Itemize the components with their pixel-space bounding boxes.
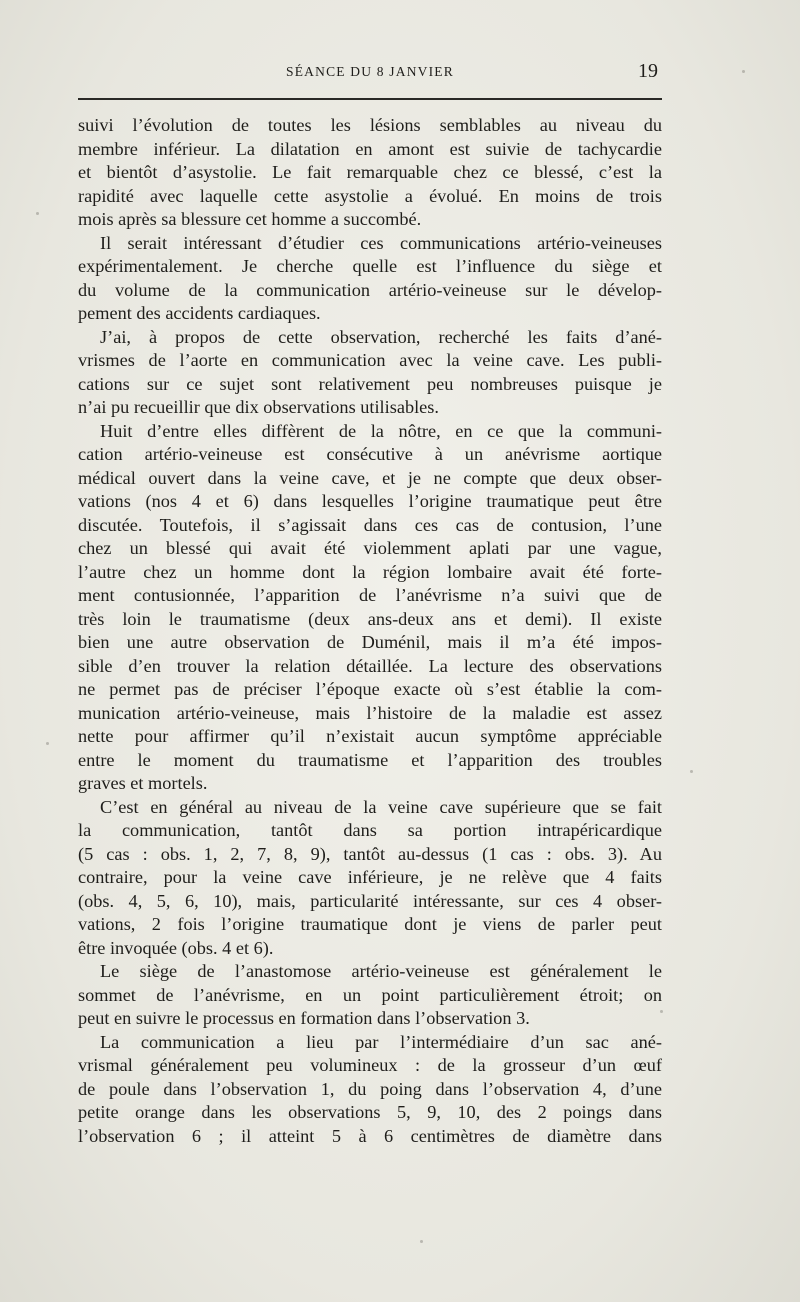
page-header	[78, 62, 662, 84]
text-line: graves et mortels.	[78, 773, 208, 793]
text-line: être invoquée (obs. 4 et 6).	[78, 937, 274, 958]
text-line: La communication a lieu par l’intermédiaire d’un sac ané-	[100, 1031, 662, 1052]
text-line: entre le moment du traumatisme et l’apparition des troubles	[78, 749, 662, 770]
paper-speck	[36, 212, 39, 215]
text-line: sible d’en trouver la relation détaillée. La lecture des observations	[78, 655, 662, 676]
text-line: Huit d’entre elles diffèrent de la nôtre, en ce que la communi-	[100, 420, 662, 441]
text-line: (obs. 4, 5, 6, 10), mais, particularité intéressante, sur ces 4 obser-	[78, 890, 662, 911]
running-title: SÉANCE DU 8 JANVIER	[286, 64, 454, 79]
text-line: C’est en général au niveau de la veine cave supérieure que se fait	[100, 796, 662, 817]
paper-speck	[742, 70, 745, 73]
paper-speck	[420, 1240, 423, 1243]
text-line: n’ai pu recueillir que dix observations utilisables.	[78, 397, 439, 417]
text-line: suivi l’évolution de toutes les lésions semblables au niveau du	[78, 115, 662, 135]
text-line: ne permet pas de préciser l’époque exacte où s’est établie la com-	[78, 679, 662, 699]
text-line: (5 cas : obs. 1, 2, 7, 8, 9), tantôt au-dessus (1 cas : obs. 3). Au	[78, 843, 662, 864]
text-line: la communication, tantôt dans sa portion intrapéricardique	[78, 820, 662, 840]
text-line: vrismes de l’aorte en communication avec la veine cave. Les publi-	[78, 350, 662, 370]
page-number: 19	[638, 60, 658, 82]
text-line: médical ouvert dans la veine cave, et je ne compte que deux obser-	[78, 467, 662, 488]
text-line: rapidité avec laquelle cette asystolie a évolué. En moins de trois	[78, 185, 662, 206]
text-line: membre inférieur. La dilatation en amont est suivie de tachycardie	[78, 138, 662, 159]
text-line: Il serait intéressant d’étudier ces communications artério-veineuses	[100, 232, 662, 253]
text-line: expérimentalement. Je cherche quelle est l’influence du siège et	[78, 256, 662, 276]
text-line: Le siège de l’anastomose artério-veineuse est généralement le	[100, 961, 662, 981]
text-line: très loin le traumatisme (deux ans-deux ans et demi). Il existe	[78, 608, 662, 629]
text-line: chez un blessé qui avait été violemment aplati par une vague,	[78, 538, 662, 558]
paper-speck	[660, 1010, 663, 1013]
text-line: J’ai, à propos de cette observation, recherché les faits d’ané-	[100, 326, 662, 347]
text-line: cation artério-veineuse est consécutive à un anévrisme aortique	[78, 444, 662, 464]
text-line: et bientôt d’asystolie. Le fait remarquable chez ce blessé, c’est la	[78, 162, 662, 182]
header-rule	[78, 98, 662, 100]
text-line: bien une autre observation de Duménil, mais il m’a été impos-	[78, 632, 662, 652]
text-line: cations sur ce sujet sont relativement peu nombreuses puisque je	[78, 373, 662, 394]
text-line: l’autre chez un homme dont la région lombaire avait été forte-	[78, 561, 662, 582]
text-line: nette pour affirmer qu’il n’existait aucun symptôme appréciable	[78, 726, 662, 746]
paper-speck	[46, 742, 49, 745]
text-line: vations, 2 fois l’origine traumatique dont je viens de parler peut	[78, 914, 662, 934]
text-line: contraire, pour la veine cave inférieure, je ne relève que 4 faits	[78, 867, 662, 887]
text-line: pement des accidents cardiaques.	[78, 303, 321, 323]
text-line: vrismal généralement peu volumineux : de la grosseur d’un œuf	[78, 1055, 662, 1075]
text-line: discutée. Toutefois, il s’agissait dans ces cas de contusion, l’une	[78, 514, 662, 535]
text-line: l’observation 6 ; il atteint 5 à 6 centimètres de diamètre dans	[78, 1125, 662, 1146]
text-line: sommet de l’anévrisme, en un point particulièrement étroit; on	[78, 984, 662, 1005]
text-line: ment contusionnée, l’apparition de l’anévrisme n’a suivi que de	[78, 585, 662, 605]
text-line: munication artério-veineuse, mais l’histoire de la maladie est assez	[78, 702, 662, 723]
text-line: mois après sa blessure cet homme a succombé.	[78, 209, 422, 229]
text-line: de poule dans l’observation 1, du poing dans l’observation 4, d’une	[78, 1078, 662, 1099]
body-text	[78, 114, 662, 1148]
text-line: petite orange dans les observations 5, 9, 10, des 2 poings dans	[78, 1102, 662, 1122]
text-line: vations (nos 4 et 6) dans lesquelles l’origine traumatique peut être	[78, 491, 662, 511]
paper-speck	[690, 770, 693, 773]
text-line: du volume de la communication artério-veineuse sur le dévelop-	[78, 279, 662, 300]
text-line: peut en suivre le processus en formation dans l’observation 3.	[78, 1008, 530, 1028]
